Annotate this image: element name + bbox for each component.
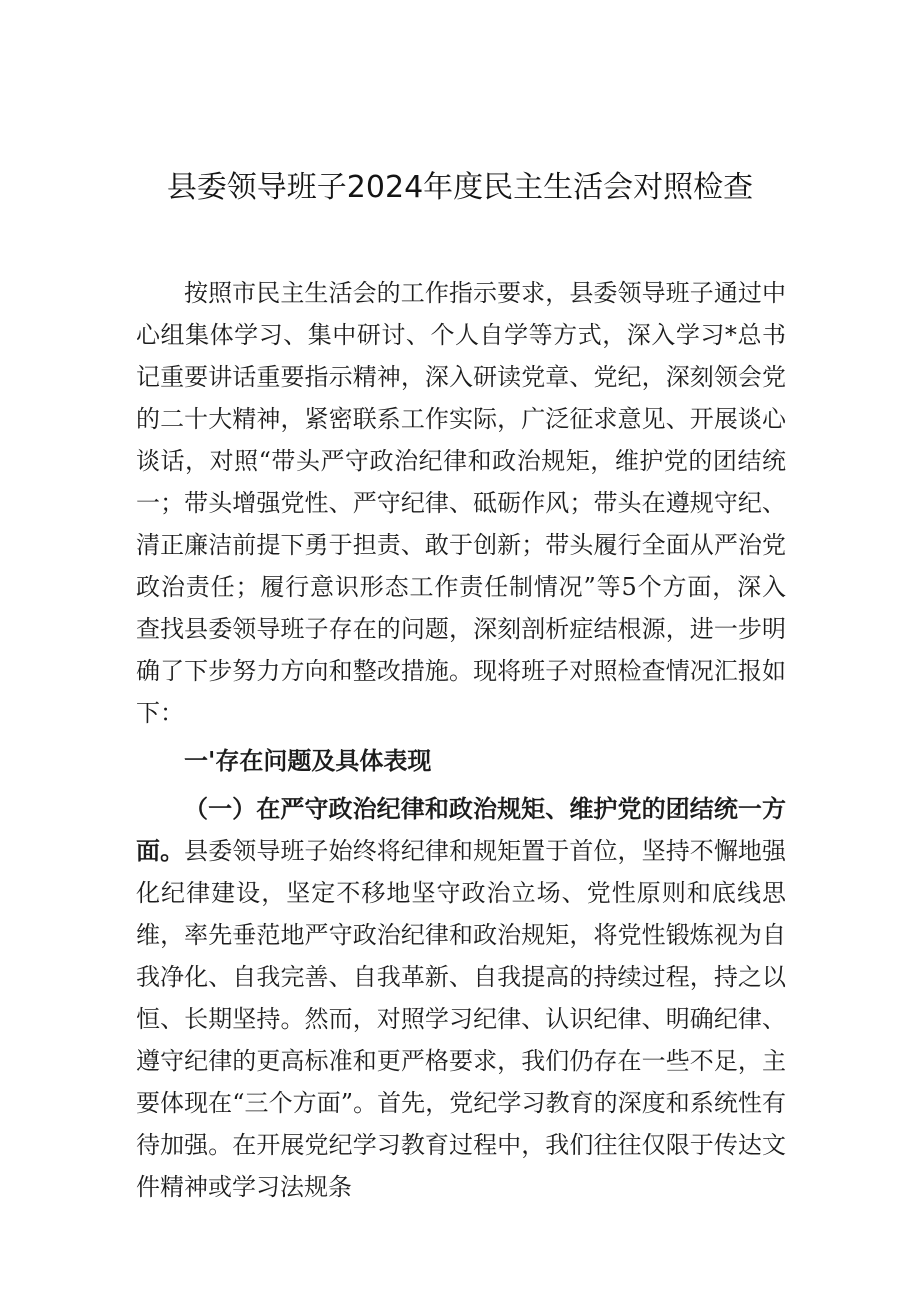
section-heading: 一'存在问题及具体表现	[184, 746, 432, 775]
document-body	[136, 272, 786, 1208]
subsection-heading: （一）在严守政治纪律和政治规矩、维护党的团结统一方面。	[136, 794, 786, 865]
subsection-body: 县委领导班子始终将纪律和规矩置于首位，坚持不懈地强化纪律建设，坚定不移地坚守政治立场、党性原则和底线思维，率先垂范地严守政治纪律和政治规矩，将党性锻炼视为自我净化、自我完善、自我革新、自我提高的持续过程，持之以恒、长期坚持。然而，对照学习纪律、认识纪律、明确纪律、遵守纪律的更高标准和更严格要求，我们仍存在一些不足，主要体现在“三个方面”。首先，党纪学习教育的深度和系统性有待加强。在开展党纪学习教育过程中，我们往往仅限于传达文件精神或学习法规条	[136, 837, 787, 1201]
intro-paragraph: 按照市民主生活会的工作指示要求，县委领导班子通过中心组集体学习、集中研讨、个人自学等方式，深入学习*总书记重要讲话重要指示精神，深入研读党章、党纪，深刻领会党的二十大精神，紧密联系工作实际，广泛征求意见、开展谈心谈话，对照“带头严守政治纪律和政治规矩，维护党的团结统一；带头增强党性、严守纪律、砥砺作风；带头在遵规守纪、清正廉洁前提下勇于担责、敢于创新；带头履行全面从严治党政治责任；履行意识形态工作责任制情况”等5个方面，深入查找县委领导班子存在的问题，深刻剖析症结根源，进一步明确了下步努力方向和整改措施。现将班子对照检查情况汇报如下：	[136, 279, 786, 727]
subsection-paragraph	[136, 788, 786, 1208]
document-title: 县委领导班子2024年度民主生活会对照检查	[166, 170, 754, 205]
